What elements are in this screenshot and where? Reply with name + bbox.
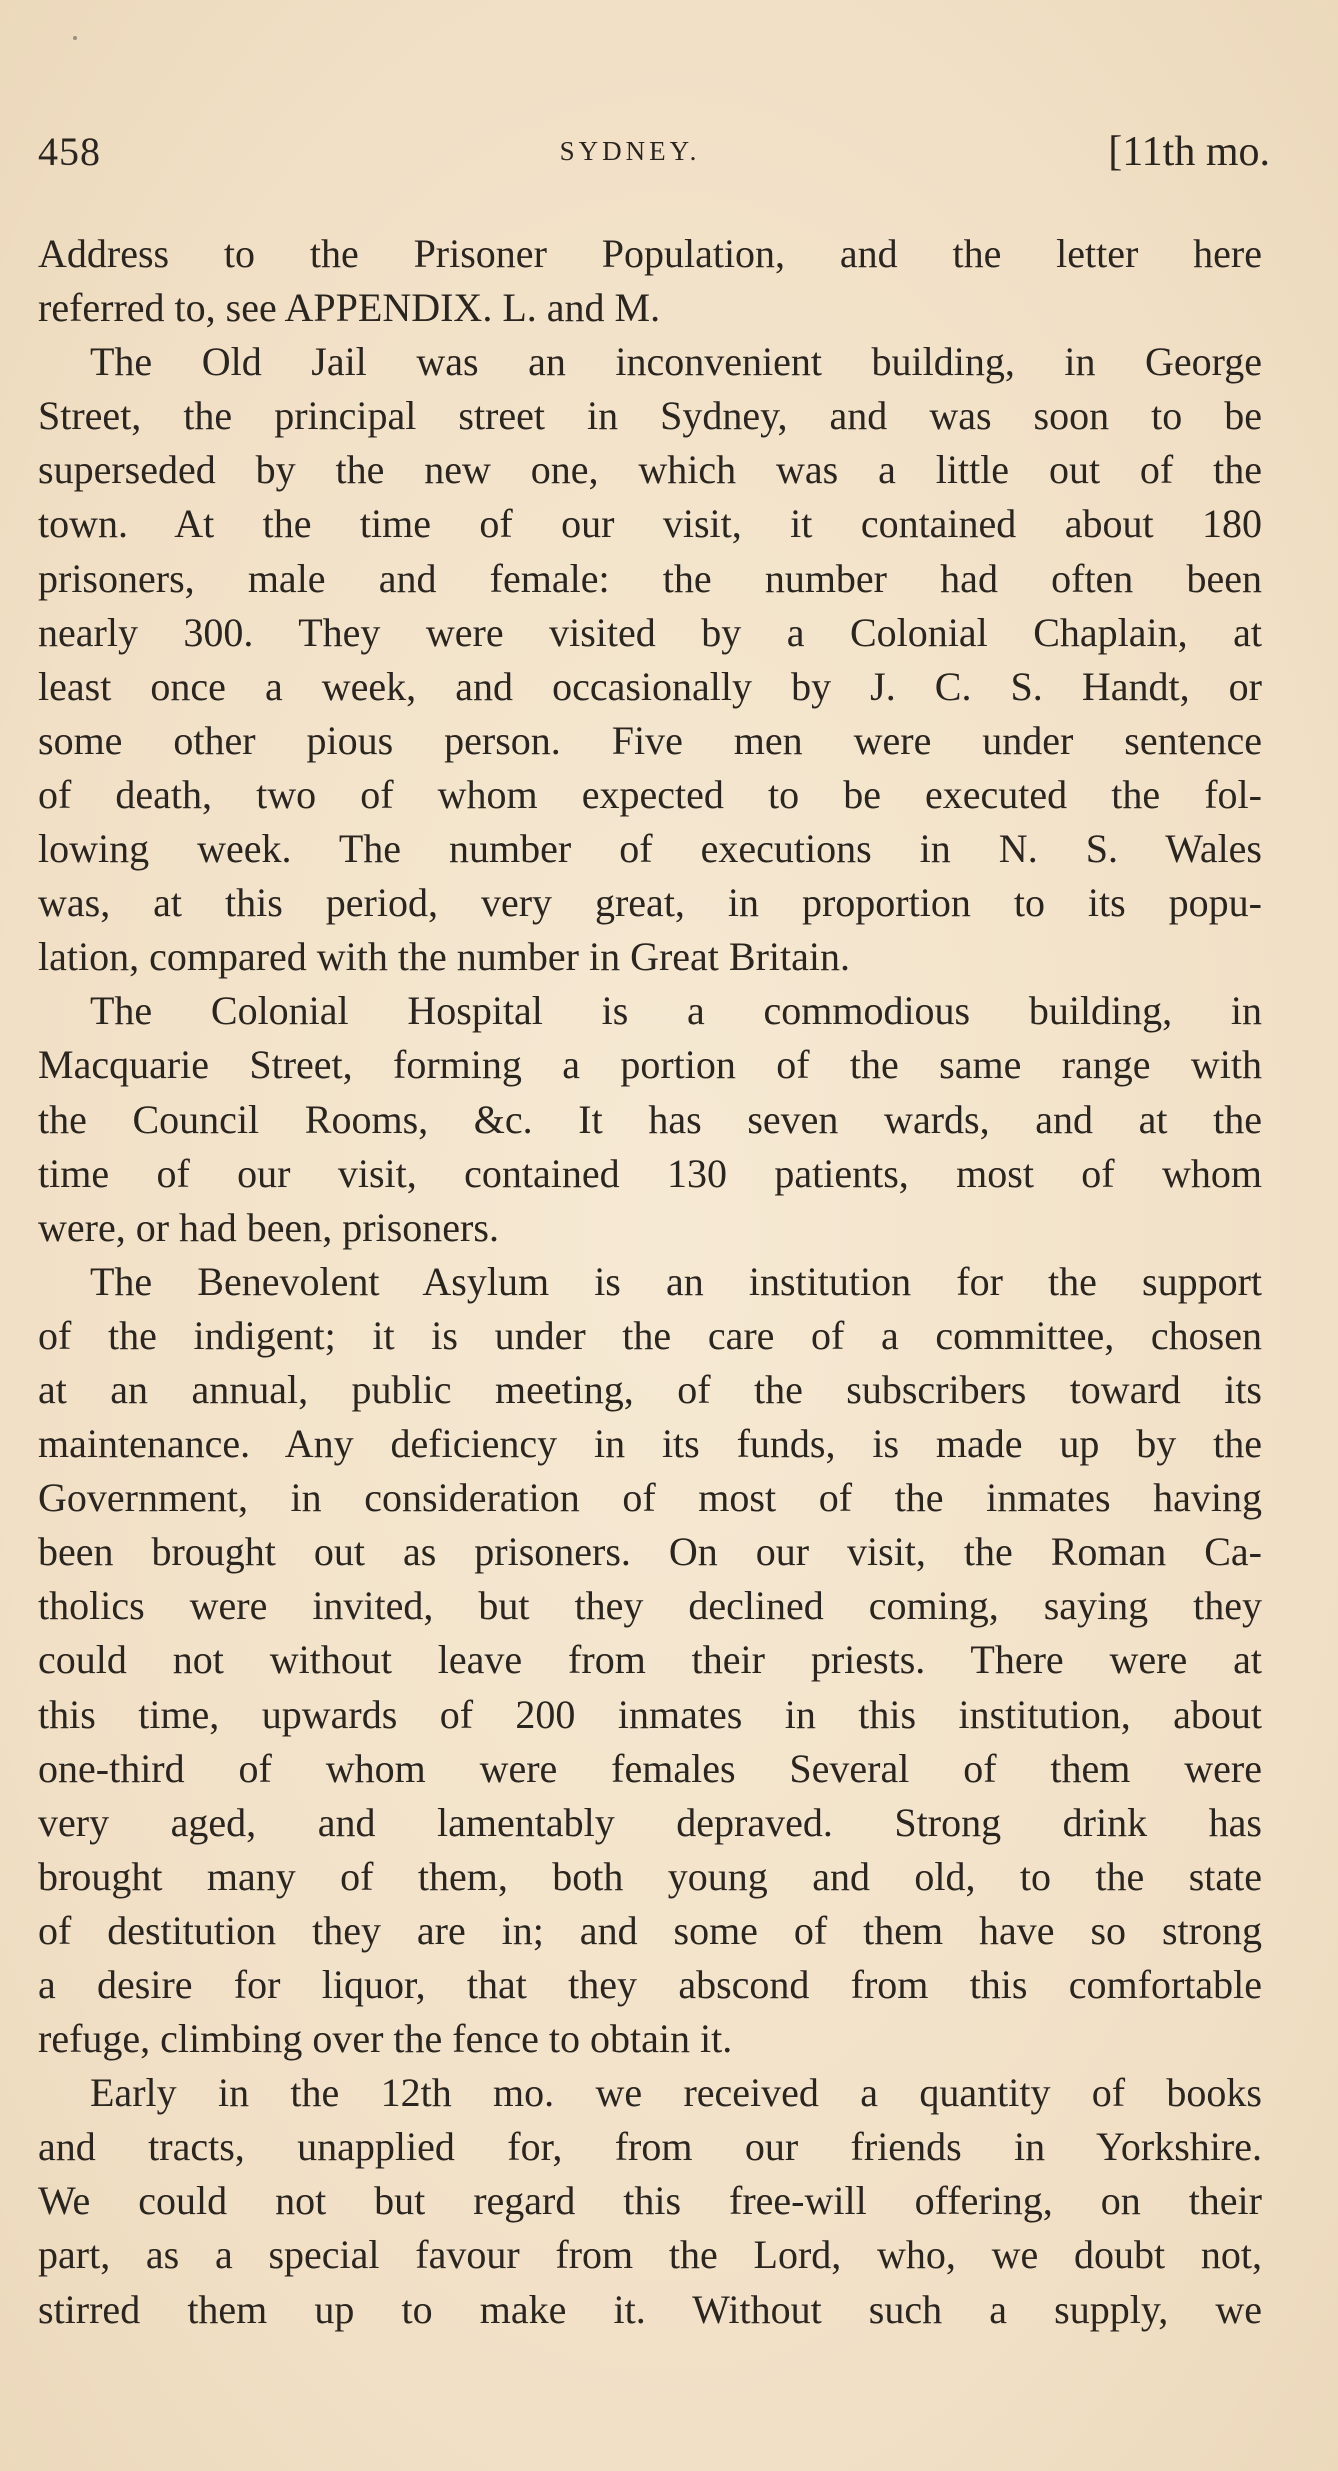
text-line: Government, in consideration of most of the inmates having [38,1475,1262,1521]
text-line: nearly 300. They were visited by a Colonial Chaplain, at [38,609,1262,655]
text-line: time of our visit, contained 130 patients, most of whom [38,1150,1262,1196]
text-line: and tracts, unapplied for, from our friends in Yorkshire. [38,2124,1262,2170]
text-line: tholics were invited, but they declined coming, saying they [38,1583,1262,1629]
text-line: Macquarie Street, forming a portion of the same range with [38,1042,1262,1088]
text-line: one-third of whom were females Several of them were [38,1745,1262,1791]
text-line: of destitution they are in; and some of them have so strong [38,1907,1262,1953]
text-line: The Old Jail was an inconvenient building, in George [90,339,1262,385]
body-text [38,227,1262,2337]
text-line: very aged, and lamentably depraved. Strong drink has [38,1799,1262,1845]
page-number: 458 [38,129,101,174]
text-line: could not without leave from their priests. There were at [38,1637,1262,1683]
running-title: SYDNEY. [559,136,701,166]
paper-speck [73,36,77,40]
text-line: lation, compared with the number in Great Britain. [38,934,850,980]
text-line: prisoners, male and female: the number had often been [38,555,1262,601]
text-line: Address to the Prisoner Population, and the letter here [38,231,1262,276]
text-line: The Benevolent Asylum is an institution for the support [90,1258,1262,1304]
text-line: lowing week. The number of executions in N. S. Wales [38,826,1262,872]
text-line: at an annual, public meeting, of the subscribers toward its [38,1366,1262,1412]
text-line: Street, the principal street in Sydney, and was soon to be [38,393,1262,439]
text-line: of death, two of whom expected to be executed the fol- [38,771,1262,817]
text-line: brought many of them, both young and old, to the state [38,1853,1262,1899]
text-line: referred to, see APPENDIX. L. and M. [38,285,661,331]
text-line: were, or had been, prisoners. [38,1204,499,1250]
text-line: Early in the 12th mo. we received a quantity of books [90,2070,1262,2116]
text-line: was, at this period, very great, in proportion to its popu- [38,880,1262,926]
text-line: stirred them up to make it. Without such a supply, we [38,2286,1262,2332]
text-line: of the indigent; it is under the care of a committee, chosen [38,1312,1262,1358]
text-line: the Council Rooms, &c. It has seven wards, and at the [38,1096,1262,1142]
running-date: [11th mo. [1108,129,1270,175]
text-line: maintenance. Any deficiency in its funds, is made up by the [38,1421,1262,1467]
text-line: refuge, climbing over the fence to obtain it. [38,2016,733,2062]
text-line: superseded by the new one, which was a little out of the [38,447,1262,493]
text-line: The Colonial Hospital is a commodious building, in [90,988,1262,1034]
text-line: We could not but regard this free-will offering, on their [38,2178,1262,2224]
text-line: town. At the time of our visit, it contained about 180 [38,501,1262,547]
text-line: least once a week, and occasionally by J. C. S. Handt, or [38,663,1262,709]
text-line: some other pious person. Five men were under sentence [38,717,1262,763]
text-line: part, as a special favour from the Lord, who, we doubt not, [38,2232,1262,2278]
text-line: a desire for liquor, that they abscond from this comfortable [38,1962,1262,2007]
text-line: been brought out as prisoners. On our visit, the Roman Ca- [38,1529,1262,1575]
running-header [38,128,1270,184]
text-line: this time, upwards of 200 inmates in this institution, about [38,1691,1262,1737]
